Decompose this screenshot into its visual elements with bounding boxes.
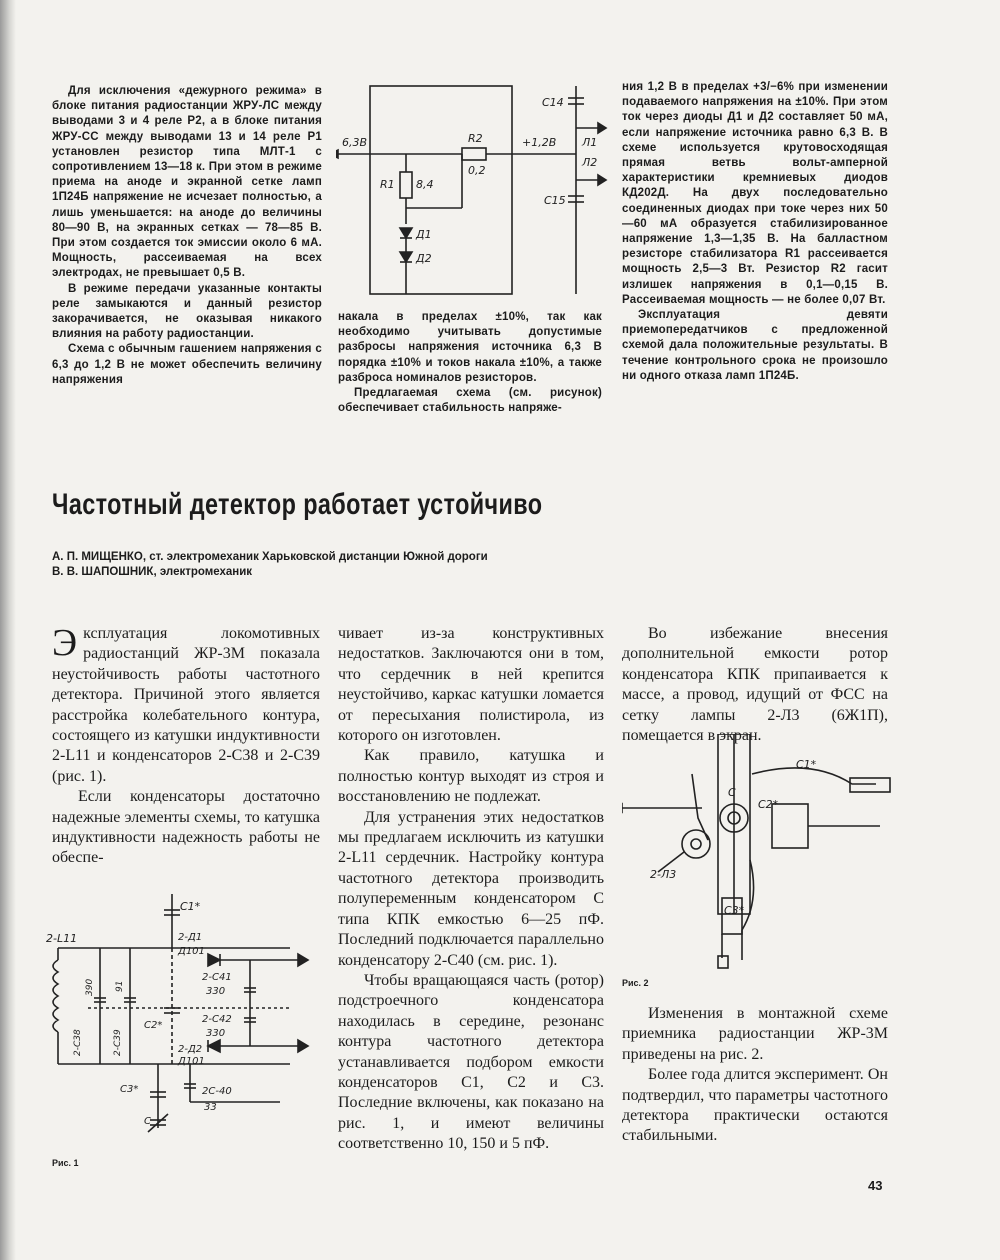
label-c15: С15 bbox=[544, 194, 566, 207]
fig1-label-390: 390 bbox=[85, 978, 95, 996]
label-l1: Л1 bbox=[582, 136, 598, 149]
figure-1-schematic bbox=[40, 888, 322, 1138]
fig1-label-l11: 2-L11 bbox=[46, 932, 78, 945]
top-column-1 bbox=[52, 84, 322, 388]
fig1-label-c41: 2-С41 bbox=[202, 972, 232, 983]
top-column-2 bbox=[338, 310, 602, 416]
label-r1-value: 8,4 bbox=[416, 178, 434, 191]
article-column-3a bbox=[622, 624, 888, 746]
fig2-label-c3: С3* bbox=[724, 904, 745, 917]
authors-block bbox=[52, 550, 512, 580]
author-line: В. В. ШАПОШНИК, электромеханик bbox=[52, 566, 253, 578]
fig1-label-d101a: Д101 bbox=[178, 946, 205, 957]
top-column-3 bbox=[622, 80, 888, 384]
fig1-label-c41-value: 330 bbox=[206, 986, 226, 997]
paragraph: Как правило, катушка и полностью контур выходят из строя и восстановлению не подлежат. bbox=[338, 747, 604, 806]
fig1-label-c42: 2-С42 bbox=[202, 1014, 232, 1025]
label-l2: Л2 bbox=[582, 156, 598, 169]
fig2-label-c2: С2* bbox=[758, 798, 779, 811]
stabilizer-circuit-figure bbox=[336, 76, 612, 304]
fig1-label-c40-value: 33 bbox=[204, 1102, 217, 1113]
paragraph: Изменения в монтажной схеме приемника радиостанции ЖР-3М приведены на рис. 2. bbox=[622, 1005, 888, 1063]
fig1-label-91: 91 bbox=[115, 980, 125, 992]
drop-cap: Э bbox=[52, 622, 78, 664]
page-number: 43 bbox=[868, 1178, 883, 1193]
fig1-label-d101b: Д101 bbox=[178, 1056, 205, 1067]
paragraph: Для устранения этих недостатков мы предлагаем исключить из катушки 2-L11 сердечник. Настройку контура частотного детектора производить полупеременным конденсатором С типа КПК емкостью 6—25 пФ. Последний подключается параллельно конденсатору 2-С40 (см. рис. 1). bbox=[338, 808, 604, 969]
article-column-1 bbox=[52, 624, 320, 869]
fig1-label-c42-value: 330 bbox=[206, 1028, 226, 1039]
label-r2-value: 0,2 bbox=[468, 164, 486, 177]
paragraph: накала в пределах ±10%, так как необходимо учитывать допустимые разбросы напряжения источника 6,3 В порядка ±10% и токов накала ±10%, а также разброса номиналов резисторов. bbox=[338, 311, 602, 384]
fig1-label-d2: 2-Д2 bbox=[178, 1044, 203, 1055]
label-1-2v: +1,2В bbox=[522, 136, 557, 149]
paragraph: В режиме передачи указанные контакты реле замыкаются и данный резистор закорачивается, не оказывая никакого влияния на работу радиостанции. bbox=[52, 282, 322, 341]
fig1-label-c39: 2-С39 bbox=[113, 1029, 123, 1056]
label-c14: С14 bbox=[542, 96, 564, 109]
article-column-3b bbox=[622, 1004, 888, 1147]
label-6-3v: 6,3В bbox=[342, 136, 368, 149]
paragraph: Во избежание внесения дополнительной емкости ротор конденсатора КПК припаивается к массе, а провод, идущий от ФСС на сетку лампы 2-Л3 (6Ж1П), помещается в экран. bbox=[622, 625, 888, 745]
fig1-label-c40: 2С-40 bbox=[202, 1086, 232, 1097]
paragraph: Эксплуатация девяти приемопередатчиков с предложенной схемой дала положительные результаты. В течение контрольного срока не произошло ни одного отказа ламп 1П24Б. bbox=[622, 309, 888, 382]
paragraph: Если конденсаторы достаточно надежные элементы схемы, то катушка индуктивности надежность работы не обеспе- bbox=[52, 788, 320, 867]
article-column-2 bbox=[338, 624, 604, 1155]
fig2-label-c: С bbox=[728, 786, 736, 799]
article-title: Частотный детектор работает устойчиво bbox=[52, 488, 543, 521]
paragraph: Для исключения «дежурного режима» в блоке питания радиостанции ЖРУ-ЛС между выводами 3 и 4 реле Р2, а в блоке питания ЖРУ-СС между выводами 13 и 14 реле Р1 установлен резистор типа МЛТ-1 с сопротивлением 13—18 к. При этом в режиме приема на аноде и экранной сетке ламп 1П24Б напряжение не исчезает полностью, а лишь уменьшается: на аноде до величины 80—90 В, на экранных сетках — 78—85 В. При этом создается ток эмиссии около 6 мА. Мощность, рассеиваемая на всех электродах, не превышает 0,5 В. bbox=[52, 85, 322, 280]
paragraph: чивает из-за конструктивных недостатков. Заключаются они в том, что сердечник в ней крепится неустойчиво, каркас катушки ломается от пересыхания полистирола, из которого он изготовлен. bbox=[338, 625, 604, 745]
figure-2-assembly bbox=[622, 734, 892, 970]
figure-2-caption: Рис. 2 bbox=[622, 978, 649, 988]
paragraph: Чтобы вращающаяся часть (ротор) подстроечного конденсатора находилась в середине, резонанс контура частотного детектора устанавливается подбором емкости конденсаторов С1, С2 и С3. Последние включены, как показано на рис. 1, и имеют величины соответственно 10, 150 и 5 пФ. bbox=[338, 971, 604, 1153]
fig1-label-d1: 2-Д1 bbox=[178, 932, 203, 943]
label-r2: R2 bbox=[468, 132, 483, 145]
fig1-label-c: С bbox=[144, 1116, 151, 1127]
paragraph: Предлагаемая схема (см. рисунок) обеспечивает стабильность напряже- bbox=[338, 387, 602, 415]
paragraph: Более года длится эксперимент. Он подтвердил, что параметры частотного детектора практически остаются стабильными. bbox=[622, 1066, 888, 1145]
paragraph: ния 1,2 В в пределах +3/−6% при изменении подаваемого напряжения на ±10%. При этом ток через диоды Д1 и Д2 составляет 50 мА, если напряжение источника равно 6,3 В. В схеме используется крутовосходящая прямая ветвь вольт-амперной характеристики кремниевых диодов КД202Д. На двух последовательно соединенных диодах при токе через них 50—60 мА образуется стабилизированное напряжение 1,3—1,35 В. На балластном резисторе стабилизатора R1 рассеивается мощность 2,5—3 Вт. Резистор R2 гасит излишек напряжения в 0,1—0,15 В. Рассеиваемая мощность — не более 0,07 Вт. bbox=[622, 81, 888, 306]
fig1-label-c2: С2* bbox=[144, 1020, 163, 1031]
fig2-label-c1: С1* bbox=[796, 758, 817, 771]
author-line: А. П. МИЩЕНКО, ст. электромеханик Харьковской дистанции Южной дороги bbox=[52, 551, 488, 563]
book-spine-shadow bbox=[0, 0, 16, 1260]
label-d1: Д1 bbox=[416, 228, 432, 241]
fig1-label-c38: 2-С38 bbox=[73, 1029, 83, 1056]
label-r1: R1 bbox=[380, 178, 395, 191]
paragraph: Эксплуатация локомотивных радиостанций ЖР-3М показала неустойчивость работы частотного детектора. Причиной этого является расстройка колебательного контура, состоящего из катушки индуктивности 2-L11 и конденсаторов 2-С38 и 2-С39 (рис. 1). bbox=[52, 622, 320, 785]
fig1-label-c3: С3* bbox=[120, 1084, 139, 1095]
paragraph: Схема с обычным гашением напряжения с 6,3 до 1,2 В не может обеспечить величину напряжения bbox=[52, 343, 322, 386]
fig2-label-l3: 2-Л3 bbox=[650, 868, 677, 881]
fig1-label-c1: С1* bbox=[180, 900, 201, 913]
figure-1-caption: Рис. 1 bbox=[52, 1158, 79, 1168]
label-d2: Д2 bbox=[416, 252, 432, 265]
